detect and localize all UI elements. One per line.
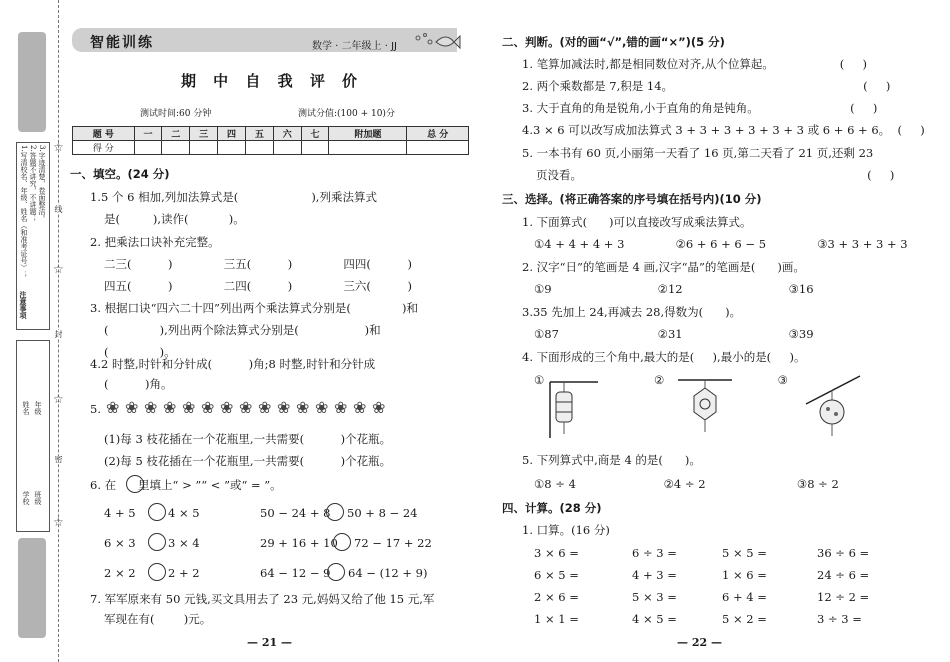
compare-circle[interactable] — [326, 503, 344, 521]
score-table-cell[interactable] — [407, 141, 469, 155]
page-number: — 21 — — [247, 636, 292, 649]
score-table-header: 一 — [134, 127, 162, 141]
section-3-heading: 三、选择。(将正确答案的序号填在括号内)(10 分) — [502, 192, 762, 206]
judge-item: 3. 大于直角的角是锐角,小于直角的角是钝角。 ( ) — [522, 101, 878, 115]
cut-mark-secret: 密 — [54, 455, 63, 463]
compare-expr: 3 × 4 — [168, 536, 200, 550]
compare-circle[interactable] — [148, 533, 166, 551]
fish-icon — [412, 30, 462, 52]
choice-question: 2. 汉字“日”的笔画是 4 画,汉字“晶”的笔画是( )画。 — [522, 260, 805, 274]
calc-item: 4 + 3 = — [632, 568, 677, 582]
calc-item: 24 ÷ 6 = — [817, 568, 870, 582]
question-text: 7. 军军原来有 50 元钱,买文具用去了 23 元,妈妈又给了他 15 元,军 — [90, 592, 435, 606]
compare-circle[interactable] — [148, 503, 166, 521]
calc-item: 2 × 6 = — [534, 590, 579, 604]
flower-icon: ❀ — [334, 398, 348, 417]
calc-item: 3 × 6 = — [534, 546, 579, 560]
calc-item: 1 × 6 = — [722, 568, 767, 582]
score-table-header: 总 分 — [407, 127, 469, 141]
score-table-cell: 得 分 — [73, 141, 135, 155]
compare-circle[interactable] — [333, 533, 351, 551]
binding-sidebar — [0, 0, 64, 662]
sidebar-grey-block-bottom — [18, 538, 46, 638]
choice-question: 1. 下面算式( )可以直接改写成乘法算式。 — [522, 215, 752, 229]
notice-text-1: 1.写清校名、年级、姓名（和准考证号）； — [20, 145, 28, 278]
calc-item: 1 × 1 = — [534, 612, 579, 626]
flower-icon: ❀ — [353, 398, 367, 417]
score-table-header: 二 — [162, 127, 190, 141]
judge-item: 4.3 × 6 可以改写成加法算式 3 + 3 + 3 + 3 + 3 + 3 或 6 + 6 + 6。 ( ) — [522, 123, 925, 137]
page-title: 期 中 自 我 评 价 — [180, 72, 364, 90]
question-text: 3. 根据口诀“四六二十四”列出两个乘法算式分别是( )和 — [90, 301, 419, 315]
compare-circle-icon — [126, 475, 144, 493]
section-1-heading: 一、填空。(24 分) — [70, 167, 170, 181]
compare-circle[interactable] — [327, 563, 345, 581]
choice-question: 5. 下列算式中,商是 4 的是( )。 — [522, 453, 701, 467]
score-table-header: 四 — [218, 127, 246, 141]
compare-expr: 50 − 24 + 8 — [260, 506, 331, 520]
score-table-header: 五 — [245, 127, 273, 141]
notice-text-2: 2.答题不讲究，不讲题； — [29, 145, 37, 222]
cut-mark-seal: 封 — [54, 330, 63, 338]
star-icon: ☆ — [53, 262, 64, 276]
header-subtitle: 数学 · 二年级上 · JJ — [312, 41, 397, 52]
question-text: 军现在有( )元。 — [104, 612, 212, 626]
flower-icon: ❀ — [277, 398, 291, 417]
page-number: — 22 — — [677, 636, 722, 649]
question-text: 是( ),读作( )。 — [104, 212, 245, 226]
calc-item: 36 ÷ 6 = — [817, 546, 870, 560]
compare-circle[interactable] — [148, 563, 166, 581]
calc-item: 6 × 5 = — [534, 568, 579, 582]
compare-expr: 64 − 12 − 9 — [260, 566, 331, 580]
question-text: 6. 在 里填上“ > ”“ < ”或“ = ”。 — [90, 478, 282, 492]
score-table-cell[interactable] — [162, 141, 190, 155]
lantern-angle-3-icon — [802, 374, 862, 442]
flower-icon: ❀ — [258, 398, 272, 417]
lantern-angle-1-icon — [542, 374, 602, 442]
choice-options: ①8 ÷ 4 ②4 ÷ 2 ③8 ÷ 2 — [534, 477, 839, 491]
score-table-cell[interactable] — [190, 141, 218, 155]
star-icon: ☆ — [53, 515, 64, 529]
judge-item: 2. 两个乘数都是 7,积是 14。 ( ) — [522, 79, 891, 93]
choice-options: ①87 ②31 ③39 — [534, 327, 814, 341]
judge-item: 页没看。 ( ) — [536, 168, 895, 182]
compare-expr: 2 × 2 — [104, 566, 136, 580]
flower-icon: ❀ — [372, 398, 386, 417]
question-text: ( ),列出两个除法算式分别是( )和 — [104, 323, 381, 337]
lantern-angle-2-icon — [674, 374, 734, 442]
flower-icon: ❀ — [144, 398, 158, 417]
flower-icon: ❀ — [239, 398, 253, 417]
calc-item: 6 ÷ 3 = — [632, 546, 677, 560]
subsection-heading: 1. 口算。(16 分) — [522, 523, 610, 537]
flower-icon: ❀ — [315, 398, 329, 417]
score-table-cell[interactable] — [134, 141, 162, 155]
compare-expr: 64 − (12 + 9) — [348, 566, 428, 580]
judge-item: 5. 一本书有 60 页,小丽第一天看了 16 页,第二天看了 21 页,还剩 23 — [522, 146, 874, 160]
calc-item: 5 × 3 = — [632, 590, 677, 604]
sidebar-grey-block-top — [18, 32, 46, 132]
flower-icon: ❀ — [125, 398, 139, 417]
compare-expr: 29 + 16 + 10 — [260, 536, 338, 550]
section-2-heading: 二、判断。(对的画“√”,错的画“×”)(5 分) — [502, 35, 725, 49]
question-text: ( )角。 — [104, 377, 173, 391]
score-table-header: 题 号 — [73, 127, 135, 141]
cut-mark-line: 线 — [54, 205, 63, 213]
question-text: (1)每 3 枝花插在一个花瓶里,一共需要( )个花瓶。 — [104, 432, 392, 446]
flower-icon: ❀ — [163, 398, 177, 417]
flower-icon: ❀ — [296, 398, 310, 417]
question-text: 2. 把乘法口诀补充完整。 — [90, 235, 220, 249]
calc-item: 3 ÷ 3 = — [817, 612, 862, 626]
choice-options: ① ② ③ — [534, 373, 788, 387]
score-table-header: 附加题 — [329, 127, 407, 141]
question-text: (2)每 5 枝花插在一个花瓶里,一共需要( )个花瓶。 — [104, 454, 392, 468]
calc-item: 4 × 5 = — [632, 612, 677, 626]
flower-icon: ❀ — [220, 398, 234, 417]
page-left — [72, 0, 477, 662]
question-text: 四五( ) 二四( ) 三六( ) — [104, 279, 412, 293]
choice-question: 3.35 先加上 24,再减去 28,得数为( )。 — [522, 305, 742, 319]
judge-item: 1. 笔算加减法时,都是相同数位对齐,从个位算起。 ( ) — [522, 57, 867, 71]
score-table-cell[interactable] — [245, 141, 273, 155]
page-right — [502, 0, 925, 662]
test-time: 测试时间:60 分钟 — [140, 109, 212, 119]
question-text: 5. — [90, 402, 101, 416]
score-table — [72, 126, 469, 155]
calc-item: 12 ÷ 2 = — [817, 590, 870, 604]
calc-item: 5 × 2 = — [722, 612, 767, 626]
flower-icon: ❀ — [182, 398, 196, 417]
choice-options: ①9 ②12 ③16 — [534, 282, 814, 296]
star-icon: ☆ — [53, 392, 64, 406]
notice-text-3: 3.字迹清楚，卷面整洁。 — [38, 145, 46, 222]
star-icon: ☆ — [53, 140, 64, 154]
question-text: 1.5 个 6 相加,列加法算式是( ),列乘法算式 — [90, 190, 377, 204]
score-table-cell[interactable] — [301, 141, 329, 155]
calc-item: 5 × 5 = — [722, 546, 767, 560]
compare-expr: 4 + 5 — [104, 506, 136, 520]
score-table-header: 六 — [273, 127, 301, 141]
field-school: 学校 — [22, 491, 30, 505]
test-score-value: 测试分值:(100 + 10)分 — [298, 109, 395, 119]
compare-expr: 50 + 8 − 24 — [347, 506, 418, 520]
field-name: 姓名 — [22, 401, 30, 415]
student-info-box — [16, 340, 50, 532]
flower-icon: ❀ — [201, 398, 215, 417]
score-table-header: 三 — [190, 127, 218, 141]
notice-box — [16, 142, 50, 330]
choice-options: ①4 + 4 + 4 + 3 ②6 + 6 + 6 − 5 ③3 + 3 + 3 + 3 — [534, 237, 908, 251]
flower-icon: ❀ — [106, 398, 120, 417]
compare-expr: 72 − 17 + 22 — [354, 536, 432, 550]
compare-expr: 2 + 2 — [168, 566, 200, 580]
score-table-cell[interactable] — [273, 141, 301, 155]
score-table-cell[interactable] — [329, 141, 407, 155]
field-class: 班级 — [34, 491, 42, 505]
question-text: 二三( ) 三五( ) 四四( ) — [104, 257, 412, 271]
question-text: ( )。 — [104, 345, 176, 359]
compare-expr: 6 × 3 — [104, 536, 136, 550]
calc-item: 6 + 4 = — [722, 590, 767, 604]
score-table-header: 七 — [301, 127, 329, 141]
choice-question: 4. 下面形成的三个角中,最大的是( ),最小的是( )。 — [522, 350, 806, 364]
notice-label: 注意事项 — [19, 291, 28, 319]
section-4-heading: 四、计算。(28 分) — [502, 501, 602, 515]
field-grade: 年级 — [34, 401, 42, 415]
score-table-cell[interactable] — [218, 141, 246, 155]
compare-expr: 4 × 5 — [168, 506, 200, 520]
question-text: 4.2 时整,时针和分针成( )角;8 时整,时针和分针成 — [90, 357, 376, 371]
header-title: 智能训练 — [90, 35, 154, 51]
